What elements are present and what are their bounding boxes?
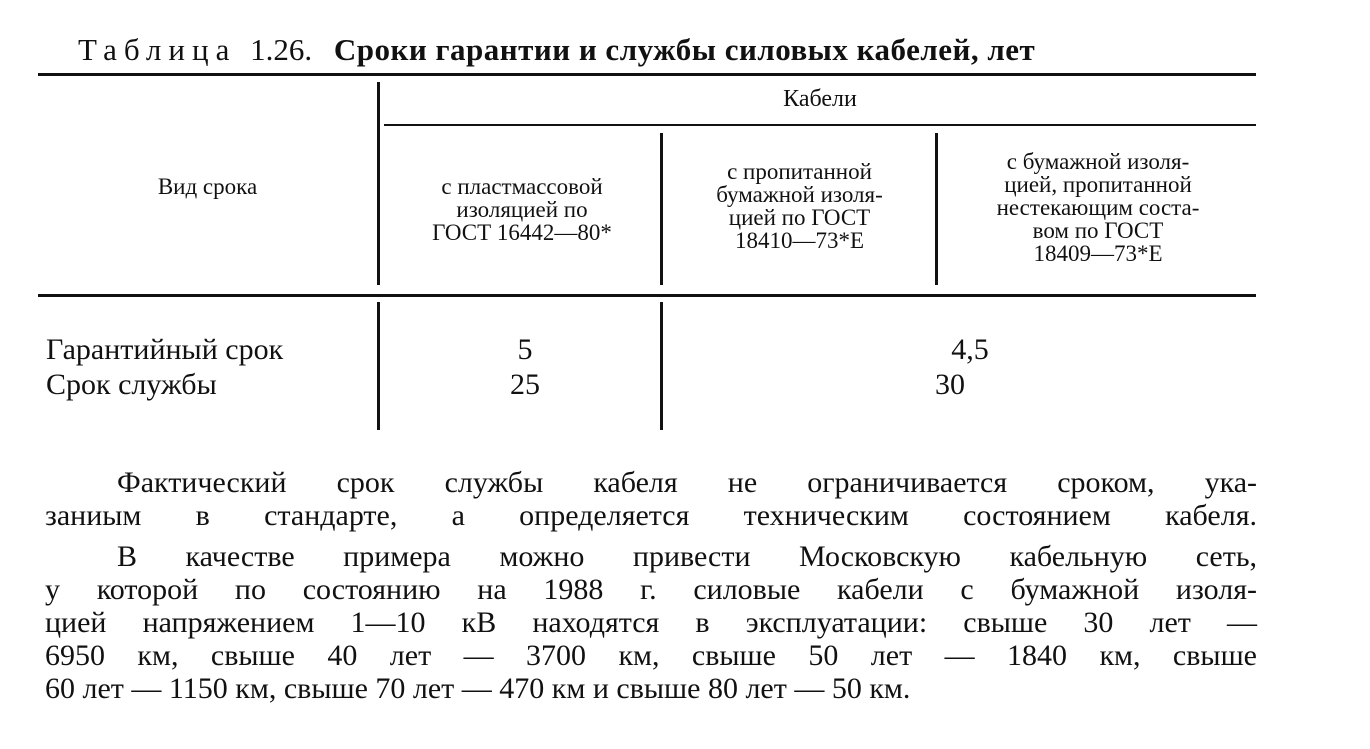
column-header-impregnated-paper: с пропитанной бумажной изоля- цией по ГОСТ 18410—73*Е — [716, 159, 883, 253]
service-plastic-value: 25 — [510, 368, 540, 401]
row-label-service-life: Срок службы — [46, 368, 217, 401]
table-top-rule — [38, 73, 1256, 76]
table-label: Таблица — [78, 32, 237, 67]
column-divider-1 — [377, 82, 380, 285]
row-label-warranty: Гарантийный срок — [46, 333, 284, 366]
column-divider-2 — [660, 133, 663, 285]
row-header-term-type: Вид срока — [157, 174, 258, 199]
table-header-rule — [38, 294, 1256, 297]
group-header-cables: Кабели — [783, 86, 857, 112]
paragraph-1: Фактический срок службы кабеля не ограничивается сроком, ука- заниым в стандарте, а определяется техническим состоянием кабеля. — [45, 466, 1257, 532]
body-divider-1 — [377, 302, 380, 430]
warranty-paper-value: 4,5 — [951, 333, 989, 366]
group-header-rule — [384, 124, 1256, 126]
service-paper-value: 30 — [935, 368, 965, 401]
table-title — [78, 28, 1035, 72]
table-number: 1.26. — [250, 32, 313, 67]
column-divider-3 — [935, 133, 938, 285]
column-header-plastic: с пластмассовой изоляцией по ГОСТ 16442—80* — [432, 174, 612, 245]
paragraph-2: В качестве примера можно привести Московскую кабельную сеть, у которой по состоянию на 1988 г. силовые кабели с бумажной изоля- цией напряжением 1—10 кВ находятся в эксплуатации: свыше 30 лет — 6950 км, свыше 40 лет — 3700 км, свыше 50 лет — 1840 км, свыше 60 лет — 1150 км, свыше 70 лет — 470 км и свыше 80 лет — 50 км. — [45, 540, 1257, 705]
body-divider-2 — [660, 302, 663, 430]
column-header-non-draining-paper: с бумажной изоля- цией, пропитанной нестекающим соста- вом по ГОСТ 18409—73*Е — [996, 149, 1200, 266]
warranty-plastic-value: 5 — [517, 333, 533, 366]
table-caption: Сроки гарантии и службы силовых кабелей, лет — [333, 32, 1036, 67]
